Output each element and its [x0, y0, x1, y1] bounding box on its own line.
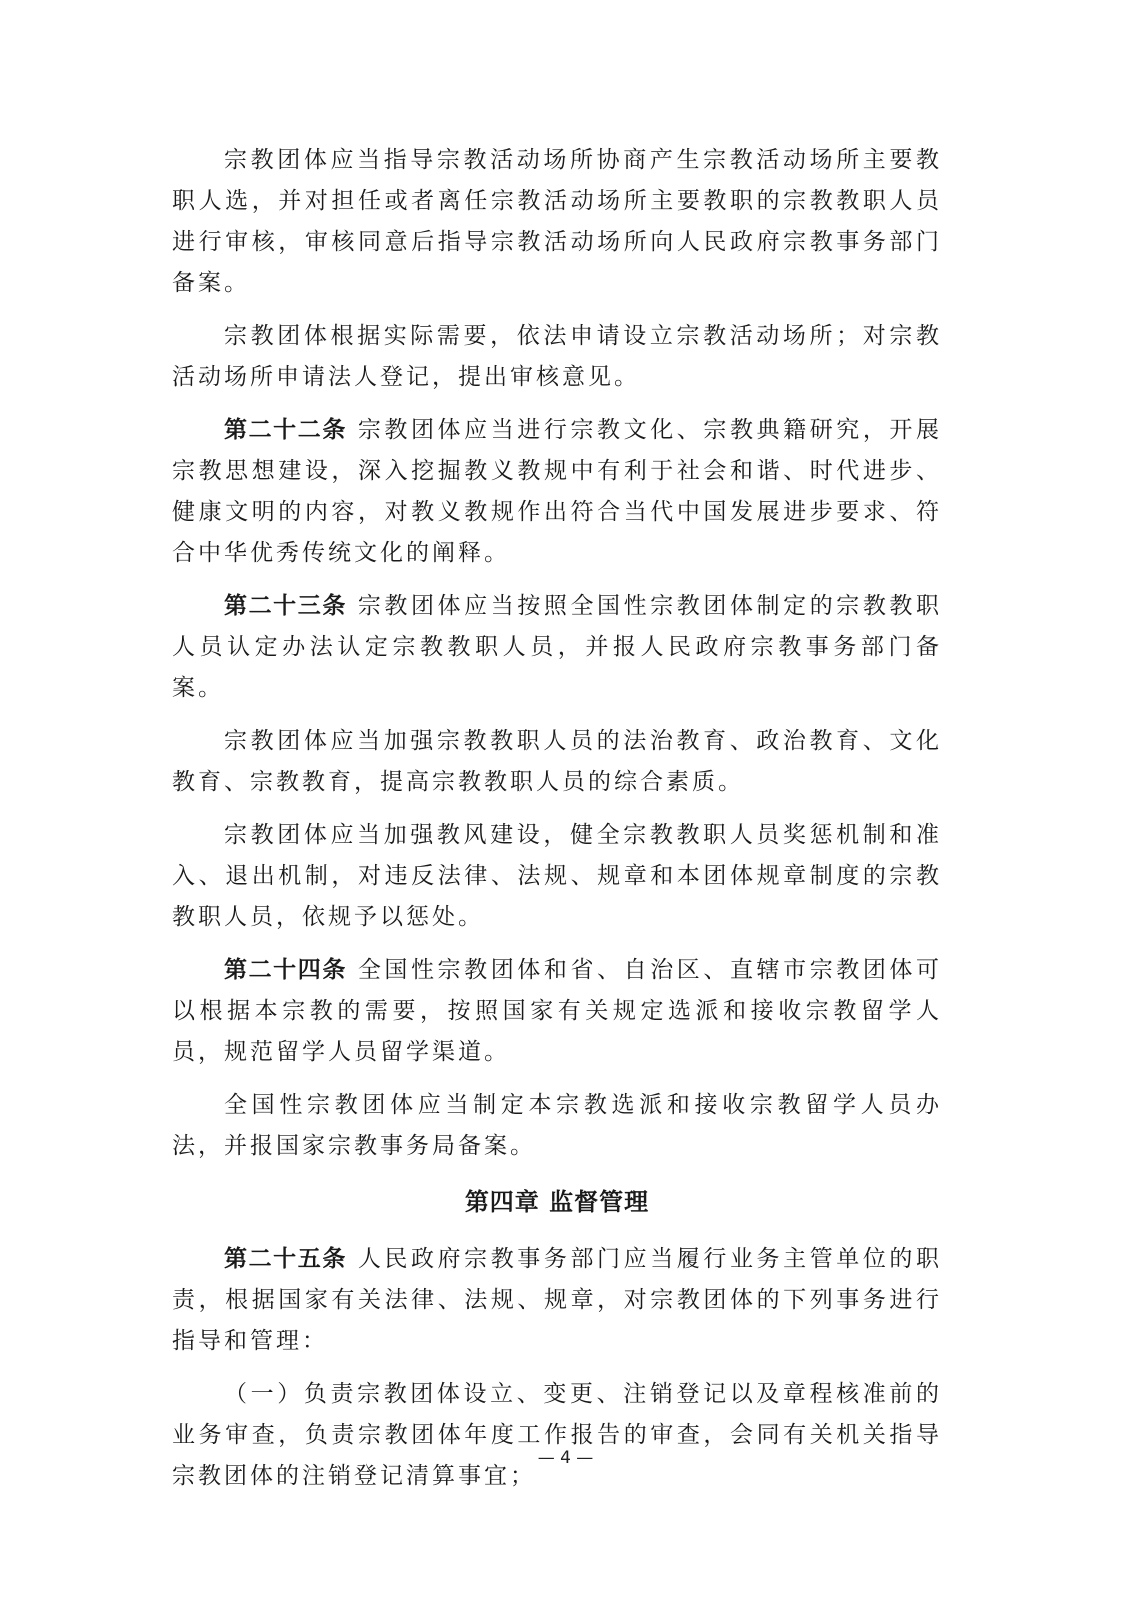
paragraph	[172, 140, 942, 304]
paragraph-text: 宗教团体应当指导宗教活动场所协商产生宗教活动场所主要教职人选，并对担任或者离任宗教活动场所主要教职的宗教教职人员进行审核，审核同意后指导宗教活动场所向人民政府宗教事务部门备案。	[172, 147, 942, 296]
paragraph-text: （一）负责宗教团体设立、变更、注销登记以及章程核准前的业务审查，负责宗教团体年度工作报告的审查，会同有关机关指导宗教团体的注销登记清算事宜；	[172, 1381, 942, 1489]
paragraph	[172, 815, 942, 938]
page-number: — 4 —	[537, 1448, 594, 1468]
paragraph-text: 宗教团体应当加强教风建设，健全宗教教职人员奖惩机制和准入、退出机制，对违反法律、法规、规章和本团体规章制度的宗教教职人员，依规予以惩处。	[172, 822, 942, 930]
article-22	[172, 410, 942, 574]
paragraph-text: 全国性宗教团体和省、自治区、直辖市宗教团体可以根据本宗教的需要，按照国家有关规定选派和接收宗教留学人员，规范留学人员留学渠道。	[172, 957, 943, 1065]
paragraph-text: 宗教团体应当按照全国性宗教团体制定的宗教教职人员认定办法认定宗教教职人员，并报人民政府宗教事务部门备案。	[172, 593, 943, 701]
document-body	[172, 140, 942, 1509]
paragraph-text: 宗教团体应当加强宗教教职人员的法治教育、政治教育、文化教育、宗教教育，提高宗教教职人员的综合素质。	[172, 728, 942, 795]
article-number: 第二十五条	[224, 1246, 347, 1272]
paragraph-text: 全国性宗教团体应当制定本宗教选派和接收宗教留学人员办法，并报国家宗教事务局备案。	[172, 1092, 942, 1159]
paragraph-text: 宗教团体应当进行宗教文化、宗教典籍研究，开展宗教思想建设，深入挖掘教义教规中有利于社会和谐、时代进步、健康文明的内容，对教义教规作出符合当代中国发展进步要求、符合中华优秀传统文化的阐释。	[172, 417, 943, 566]
paragraph	[172, 721, 942, 803]
article-number: 第二十二条	[224, 417, 347, 443]
article-24	[172, 950, 942, 1073]
article-25	[172, 1239, 942, 1362]
paragraph-text: 宗教团体根据实际需要，依法申请设立宗教活动场所；对宗教活动场所申请法人登记，提出审核意见。	[172, 323, 942, 390]
paragraph	[172, 316, 942, 398]
article-number: 第二十四条	[224, 957, 347, 983]
paragraph-text: 人民政府宗教事务部门应当履行业务主管单位的职责，根据国家有关法律、法规、规章，对宗教团体的下列事务进行指导和管理：	[172, 1246, 943, 1354]
article-23	[172, 586, 942, 709]
paragraph	[172, 1374, 942, 1497]
chapter-heading: 第四章 监督管理	[464, 1188, 650, 1216]
paragraph	[172, 1085, 942, 1167]
article-number: 第二十三条	[224, 593, 347, 619]
